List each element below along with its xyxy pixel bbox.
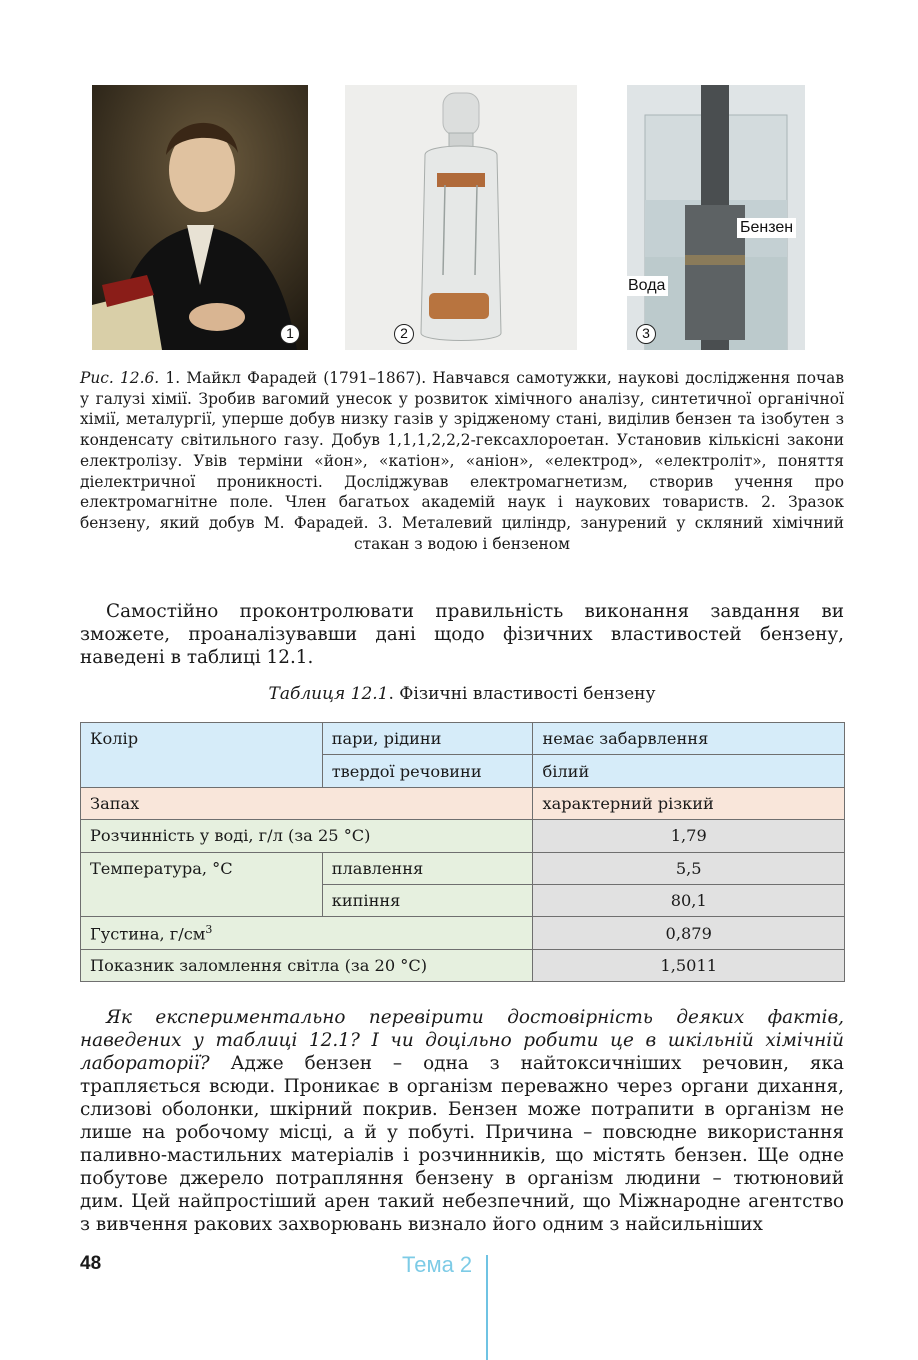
water-label: Вода: [625, 276, 668, 296]
page-number: 48: [80, 1253, 102, 1274]
topic-label: Тема 2: [402, 1252, 473, 1277]
cell-density: [81, 917, 533, 949]
faraday-portrait-image: [92, 85, 308, 350]
cell-vapor-liquid: пари, рідини: [322, 723, 533, 755]
table-row: [81, 820, 845, 852]
table-row: [81, 949, 845, 981]
cell-color-label: Колір: [81, 723, 323, 788]
cell-melting-value: 5,5: [533, 852, 845, 884]
cell-solubility: Розчинність у воді, г/л (за 25 °С): [81, 820, 533, 852]
table-row: [81, 917, 845, 949]
cell-smell-value: характерний різкий: [533, 787, 845, 819]
figure-caption: [80, 368, 844, 554]
cell-density-sup: 3: [205, 922, 213, 936]
cell-temperature: Температура, °С: [81, 852, 323, 917]
paragraph-intro: [80, 600, 844, 669]
cell-boiling-value: 80,1: [533, 884, 845, 916]
cell-density-value: 0,879: [533, 917, 845, 949]
paragraph-intro-text: Самостійно проконтролювати правильність виконання завдання ви зможете, проаналізувавши дані щодо фізичних властивостей бензену, наведені в таблиці 12.1.: [80, 601, 844, 668]
paragraph-toxicity-text: Адже бензен – одна з найтоксичніших речовин, яка трапляється всюди. Проникає в організм переважно через органи дихання, слизові оболонки, шкірний покрив. Бензен може потрапити в організм не лише на робочому місці, а й у побуті. Причина – повсюдне використання паливно-мастильних матеріалів і розчинників, що містять бензен. Ще одне побутове джерело потрапляння бензену в організм людини – тютюновий дим. Цей найпростіший арен такий небезпечний, що Міжнародне агентство з вивчення ракових захворювань визнало його одним з найсильніших: [80, 1053, 844, 1235]
caption-text: 1. Майкл Фарадей (1791–1867). Навчався самотужки, наукові дослідження почав у галузі хімії. Зробив вагомий унесок у розвиток хімічного аналізу, синтетичної органічної хімії, металургії, уперше добув низку газів у зрідженому стані, виділив бензен та ізобутен з конденсату світильного газу. Добув 1,1,1,2,2,2-гексахлороетан. Установив кількісні закони електролізу. Увів терміни «йон», «катіон», «аніон», «електрод», «електроліт», поняття діелектричної проникності. Досліджував електромагнетизм, створив учення про електромагнітне поле. Член багатьох академій наук і наукових товариств. 2. Зразок бензену, який добув М. Фарадей. 3. Металевий циліндр, занурений у скляний хімічний стакан з водою і бензеном: [80, 369, 844, 553]
table-row: [81, 787, 845, 819]
cell-boiling: кипіння: [322, 884, 533, 916]
caption-label: Рис. 12.6.: [80, 369, 160, 387]
cell-solid-value: білий: [533, 755, 845, 787]
table-row: [81, 723, 845, 755]
benzene-label: Бензен: [737, 218, 796, 238]
cell-melting: плавлення: [322, 852, 533, 884]
figure-badge-1: 1: [280, 324, 300, 344]
cell-vapor-liquid-value: немає забарвлення: [533, 723, 845, 755]
cell-smell: Запах: [81, 787, 533, 819]
cell-refraction: Показник заломлення світла (за 20 °С): [81, 949, 533, 981]
benzene-properties-table: [80, 722, 845, 982]
figure-badge-2: 2: [394, 324, 414, 344]
table-title-text: . Фізичні властивості бензену: [388, 684, 656, 704]
figure-badge-3: 3: [636, 324, 656, 344]
cell-density-text: Густина, г/см: [90, 924, 206, 944]
cell-solubility-value: 1,79: [533, 820, 845, 852]
table-title: [80, 684, 844, 704]
table-title-label: Таблиця 12.1: [268, 684, 389, 704]
benzene-sample-image: [345, 85, 577, 350]
paragraph-toxicity: [80, 1006, 844, 1236]
cell-refraction-value: 1,5011: [533, 949, 845, 981]
paragraph-toxicity-question: Як експериментально перевірити достовірність деяких фактів, наведених у таблиці 12.1? І чи доцільно робити це в шкільній хімічній лабораторії?: [80, 1007, 844, 1074]
table-row: [81, 852, 845, 884]
cell-solid: твердої речовини: [322, 755, 533, 787]
footer-divider: [486, 1255, 488, 1360]
